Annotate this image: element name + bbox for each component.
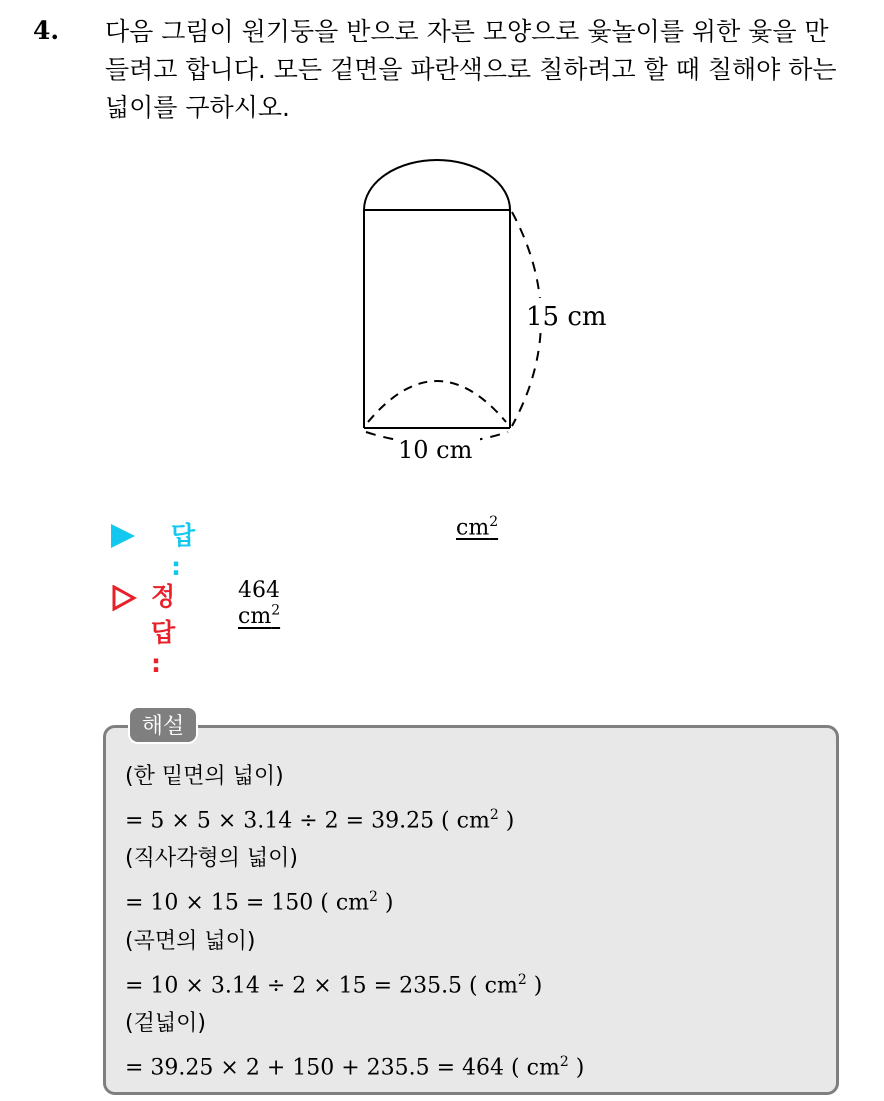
top-semicircle — [364, 160, 510, 210]
question-line: 들려고 합니다. 모든 겉면을 파란색으로 칠하려고 할 때 칠해야 하는 — [105, 55, 837, 84]
play-arrow-icon — [111, 524, 135, 548]
outline-arrow-icon — [111, 585, 137, 611]
correct-answer-label: 정답 : — [151, 582, 176, 678]
solution-step-title: (직사각형의 넓이) — [125, 846, 298, 872]
solution-step-title: (겉넓이) — [125, 1010, 206, 1036]
question-line: 넓이를 구하시오. — [105, 93, 290, 122]
answer-label: 답 : — [171, 521, 196, 581]
solution-step-title: (한 밑면의 넓이) — [125, 764, 284, 789]
solution-step-expr: = 10 × 15 = 150 ( $cm^2$ ) — [125, 889, 394, 916]
correct-answer-row — [111, 578, 281, 678]
question-line: 다음 그림이 원기둥을 반으로 자른 모양으로 윷놀이를 위한 윷을 만 — [105, 17, 829, 46]
answer-unit: $cm^2$ — [456, 514, 499, 541]
solution-step-expr: = 5 × 5 × 3.14 ÷ 2 = 39.25 ( $cm^2$ ) — [125, 807, 515, 834]
answer-row — [111, 514, 499, 581]
solution-step-expr: = 39.25 × 2 + 150 + 235.5 = 464 ( $cm^2$ ) — [125, 1053, 585, 1081]
correct-answer-value: 464 $cm^2$ — [238, 578, 281, 630]
width-label: 10 cm — [398, 436, 473, 464]
solution-tag: 해설 — [128, 706, 198, 744]
solution-step-expr: = 10 × 3.14 ÷ 2 × 15 = 235.5 ( $cm^2$ ) — [125, 971, 543, 998]
question-text — [105, 13, 865, 127]
half-cylinder-figure — [350, 150, 630, 470]
solution-step-title: (곡면의 넓이) — [125, 928, 256, 954]
question-number: 4. — [33, 16, 60, 45]
solution-steps — [125, 758, 584, 1087]
height-label: 15 cm — [526, 302, 607, 332]
hidden-base-arc — [368, 381, 506, 422]
